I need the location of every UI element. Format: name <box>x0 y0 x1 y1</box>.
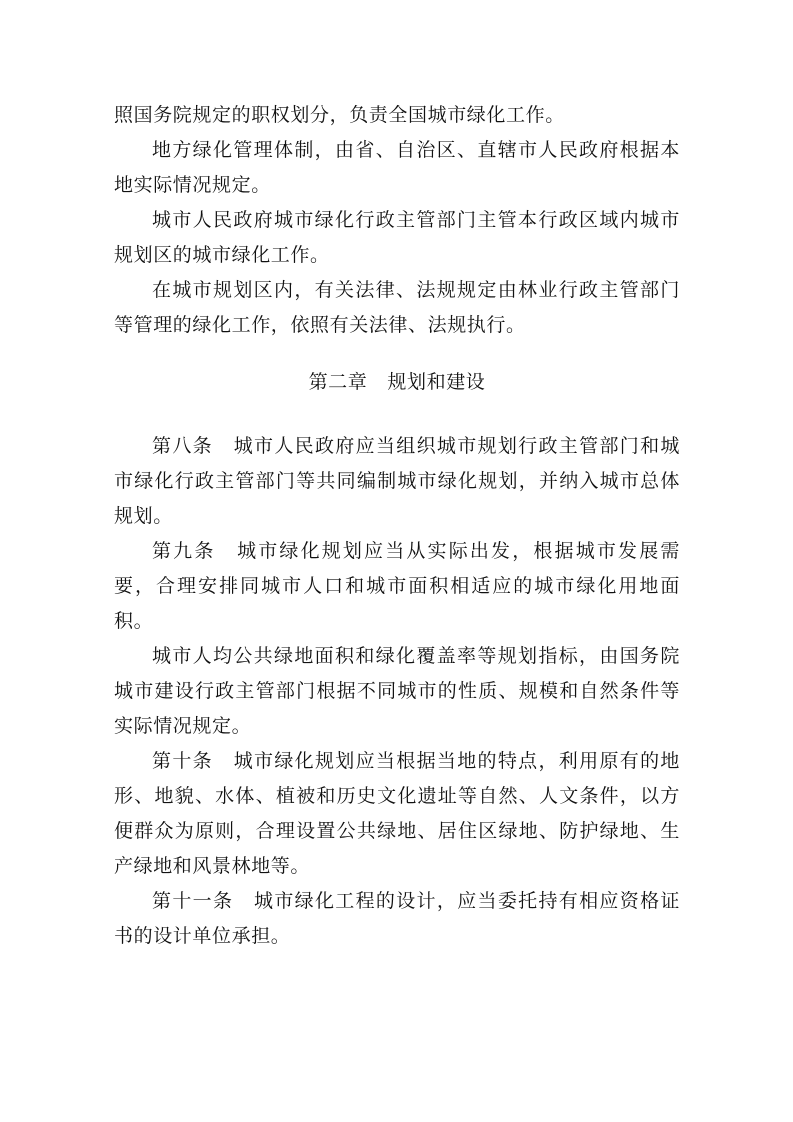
article-9 <box>114 534 680 639</box>
article-8 <box>114 429 680 534</box>
paragraph-local-management: 地方绿化管理体制，由省、自治区、直辖市人民政府根据本地实际情况规定。 <box>114 139 680 196</box>
article-9-paragraph-2 <box>114 639 680 744</box>
article-label: 第九条 <box>152 540 216 562</box>
article-text: 城市绿化规划应当从实际出发，根据城市发展需要，合理安排同城市人口和城市面积相适应的城市绿化用地面积。 <box>114 540 680 632</box>
article-label: 第十一条 <box>152 890 234 912</box>
article-label: 第十条 <box>152 750 213 772</box>
article-label: 第八条 <box>152 435 213 457</box>
paragraph-city-authority: 城市人民政府城市绿化行政主管部门主管本行政区域内城市规划区的城市绿化工作。 <box>114 209 680 266</box>
article-text: 城市绿化规划应当根据当地的特点，利用原有的地形、地貌、水体、植被和历史文化遗址等自然、人文条件，以方便群众为原则，合理设置公共绿地、居住区绿地、防护绿地、生产绿地和风景林地等。 <box>114 750 680 877</box>
article-text: 城市人民政府应当组织城市规划行政主管部门和城市绿化行政主管部门等共同编制城市绿化规划，并纳入城市总体规划。 <box>114 435 680 527</box>
chapter-title: 规划和建设 <box>387 371 486 393</box>
article-text: 城市人均公共绿地面积和绿化覆盖率等规划指标，由国务院城市建设行政主管部门根据不同城市的性质、规模和自然条件等实际情况规定。 <box>114 645 680 737</box>
chapter-number: 第二章 <box>308 371 368 393</box>
paragraph-forestry-authority: 在城市规划区内，有关法律、法规规定由林业行政主管部门等管理的绿化工作，依照有关法律、法规执行。 <box>114 279 680 336</box>
article-text: 城市绿化工程的设计，应当委托持有相应资格证书的设计单位承担。 <box>114 890 680 947</box>
chapter-heading <box>114 365 680 400</box>
article-10 <box>114 744 680 884</box>
document-page <box>114 98 680 954</box>
article-11 <box>114 884 680 954</box>
paragraph-continuation: 照国务院规定的职权划分，负责全国城市绿化工作。 <box>114 104 565 126</box>
